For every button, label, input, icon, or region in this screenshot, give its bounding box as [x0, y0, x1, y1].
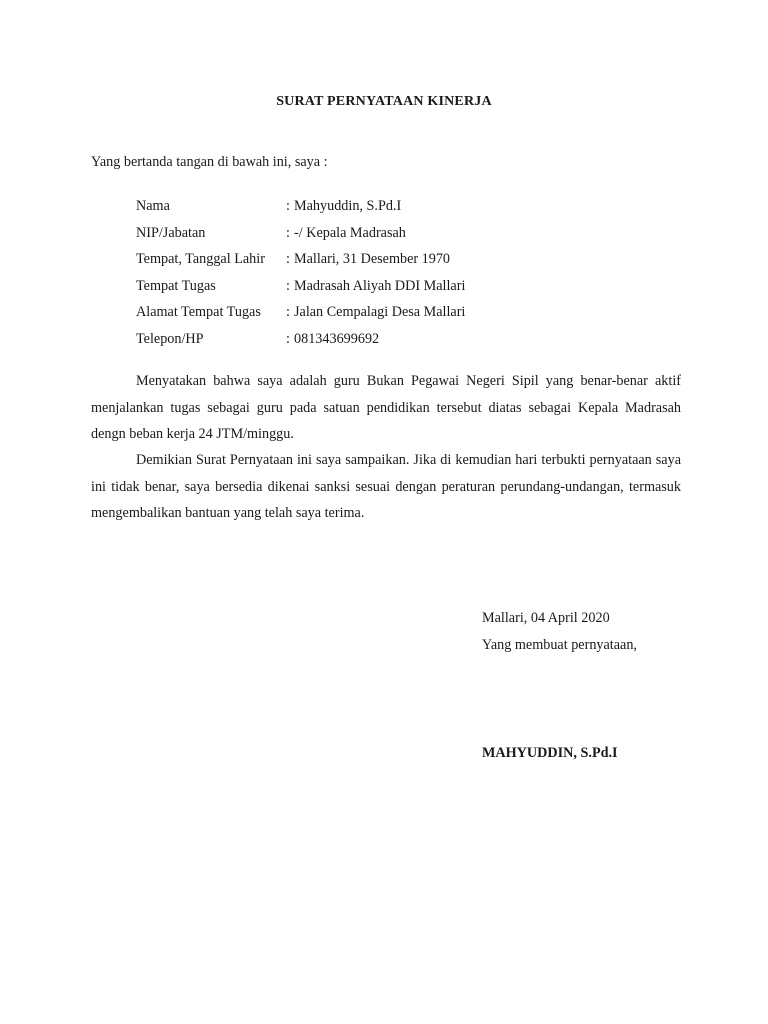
- identity-row-address: [136, 302, 465, 329]
- identity-value: Jalan Cempalagi Desa Mallari: [294, 304, 466, 320]
- identity-value: 081343699692: [294, 330, 380, 347]
- identity-label: Tempat Tugas: [136, 277, 216, 294]
- identity-row-phone: [136, 329, 465, 356]
- document-title: SURAT PERNYATAAN KINERJA: [276, 94, 492, 109]
- identity-row-nip: [136, 223, 465, 250]
- identity-label: Nama: [136, 198, 170, 214]
- identity-colon: :: [286, 330, 290, 347]
- identity-colon: :: [286, 224, 290, 241]
- identity-row-name: [136, 196, 465, 223]
- identity-value: -/ Kepala Madrasah: [294, 224, 406, 241]
- identity-value: Mahyuddin, S.Pd.I: [294, 198, 402, 214]
- intro-text: Yang bertanda tangan di bawah ini, saya :: [91, 154, 328, 170]
- identity-table: [136, 196, 465, 355]
- closing-paragraph: Demikian Surat Pernyataan ini saya sampaikan. Jika di kemudian hari terbukti pernyataan saya ini tidak benar, saya bersedia dikenai sanksi sesuai dengan peraturan perundang-undangan, termasuk mengembalikan bantuan yang telah saya terima.: [91, 452, 681, 521]
- identity-label: Alamat Tempat Tugas: [136, 304, 261, 320]
- signature-role: Yang membuat pernyataan,: [482, 637, 637, 653]
- identity-row-workplace: [136, 276, 465, 303]
- identity-row-birth: [136, 249, 465, 276]
- identity-colon: :: [286, 198, 290, 214]
- identity-colon: :: [286, 304, 290, 320]
- identity-value: Madrasah Aliyah DDI Mallari: [294, 277, 466, 294]
- signature-place-date: Mallari, 04 April 2020: [482, 610, 610, 626]
- identity-colon: :: [286, 277, 290, 294]
- identity-value: Mallari, 31 Desember 1970: [294, 251, 451, 267]
- identity-label: Tempat, Tanggal Lahir: [136, 251, 265, 267]
- identity-colon: :: [286, 251, 290, 267]
- identity-label: NIP/Jabatan: [136, 224, 206, 241]
- identity-label: Telepon/HP: [136, 330, 204, 347]
- statement-paragraph: Menyatakan bahwa saya adalah guru Bukan Pegawai Negeri Sipil yang benar-benar aktif menjalankan tugas sebagai guru pada satuan pendidikan tersebut diatas sebagai Kepala Madrasah dengn beban kerja 24 JTM/minggu.: [91, 373, 681, 442]
- signature-name: MAHYUDDIN, S.Pd.I: [482, 745, 618, 761]
